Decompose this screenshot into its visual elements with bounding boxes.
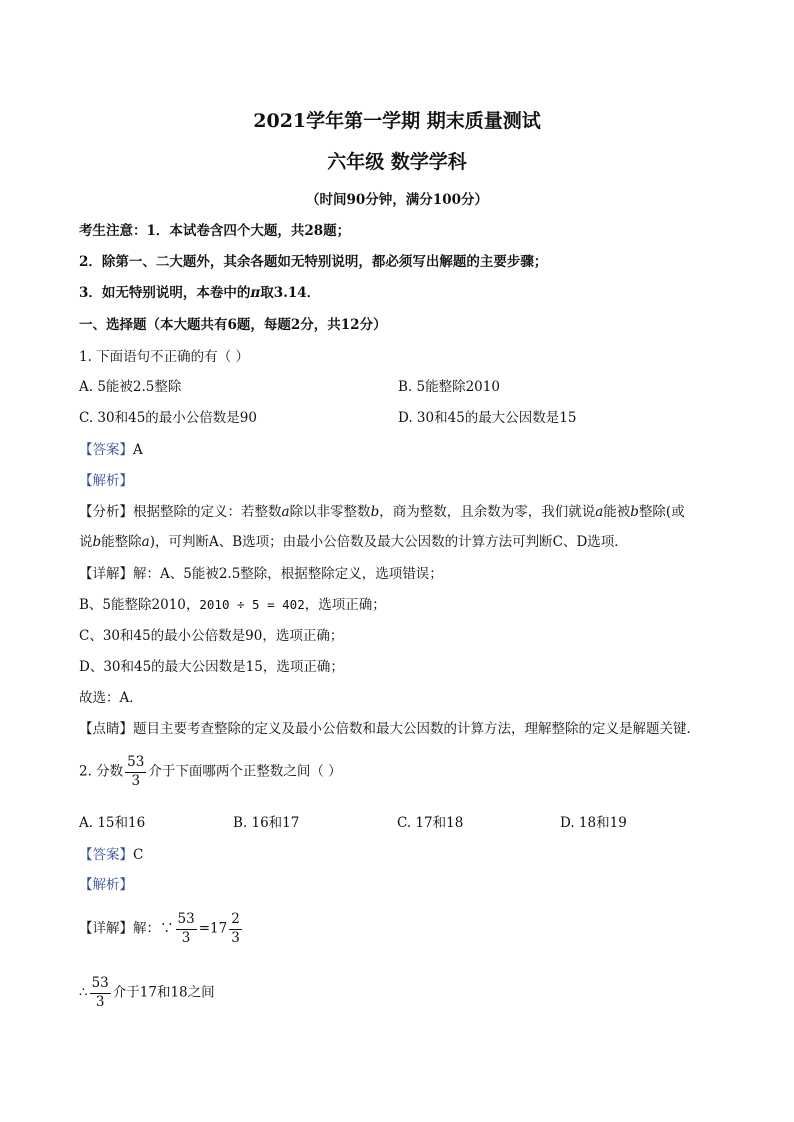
fraction-denominator: 3 [181,929,191,946]
notice-line-3 [79,284,320,302]
q2-concl-fraction [90,977,111,1009]
q2-analysis-tag: 【解析】 [79,877,133,893]
q1-option-c: C. 30和45的最小公倍数是90 [79,410,257,426]
exam-subject: 六年级 数学学科 [327,151,467,173]
q1-dianjing-line [79,720,700,738]
q1-fenxi-text: 说 [79,534,93,550]
notice-line-1 [79,222,350,240]
notice-item-3-pre: 3．如无特别说明，本卷中的 [79,285,251,301]
q2-answer-line [79,846,143,864]
q1-answer-line [79,441,143,459]
q1-fenxi-text: 根据整除的定义：若整数 [133,504,282,520]
q1-option-a: A. 5能被2.5整除 [79,379,182,395]
q1-detail-line-2 [79,596,386,614]
q1-detail-line-3: C、30和45的最小公倍数是90，选项正确； [79,628,344,644]
exam-meta: （时间90分钟，满分100分） [306,192,488,208]
q1-option-d: D. 30和45的最大公因数是15 [398,410,577,426]
exam-title: 2021学年第一学期 期末质量测试 [253,110,541,132]
fraction-denominator: 3 [95,993,105,1010]
fraction-numerator: 2 [229,913,242,930]
pi-symbol: π [250,285,261,301]
q2-stem-pre: 2. 分数 [79,763,124,780]
q1-equation: 2010 ÷ 5 = 402 [199,597,305,612]
q1-detail-text: B、5能整除2010， [79,597,200,613]
q2-conclusion-line [79,977,215,1009]
q2-stem [79,756,342,788]
fraction-numerator: 53 [176,913,197,930]
section-1-heading: 一、选择题（本大题共有6题，每题2分，共12分） [79,317,387,333]
fraction-numerator: 53 [125,756,146,773]
fraction-denominator: 3 [231,929,240,946]
q2-detail-pre: 解：∵ [133,920,174,937]
q1-fenxi-tag: 【分析】 [79,504,133,520]
notice-label: 考生注意： [79,223,147,239]
q1-detail-text: ，选项正确； [304,597,386,613]
q1-answer: A [133,442,143,458]
var-a: a [141,534,150,550]
q2-stem-post: 介于下面哪两个正整数之间（ ） [148,763,342,780]
therefore-symbol: ∴ [79,984,88,1001]
q2-option-b: B. 16和17 [233,815,300,831]
q1-stem: 1. 下面语句不正确的有（ ） [79,349,249,365]
q1-answer-tag: 【答案】 [79,442,133,458]
q2-mixed-fraction [229,913,242,945]
notice-item-2: 2．除第一、二大题外，其余各题如无特别说明，都必须写出解题的主要步骤； [79,254,548,270]
q2-answer: C [133,847,144,863]
q1-option-b: B. 5能整除2010 [398,379,500,395]
q1-dianjing-tag: 【点睛】 [79,721,133,737]
q1-fenxi-text: ，商为整数，且余数为零，我们就说 [379,504,596,520]
mixed-whole: 17 [210,920,228,937]
q1-fenxi-text: 能整除 [101,534,142,550]
q2-answer-tag: 【答案】 [79,847,133,863]
q1-detail-line-4: D、30和45的最大公因数是15，选项正确； [79,659,344,675]
var-a: a [281,504,290,520]
var-b: b [370,504,380,520]
equals-sign: = [198,920,210,937]
q1-fenxi-line-2 [79,533,628,551]
q2-fraction [125,756,146,788]
var-b: b [630,504,639,520]
q1-fenxi-text: 整除(或 [638,504,685,520]
notice-item-1: 1．本试卷含四个大题，共28题； [146,223,351,239]
q2-detail-line [79,913,244,945]
notice-item-3-post: 取3.14． [260,285,321,301]
q1-fenxi-text: 除以非零整数 [289,504,371,520]
q2-eq-fraction [176,913,197,945]
q1-detail-line-5: 故选：A． [79,690,143,706]
var-b: b [92,534,102,550]
q1-detail-text: 解：A、5能被2.5整除，根据整除定义，选项错误； [133,566,443,582]
fraction-denominator: 3 [131,772,141,789]
q2-conclusion-text: 介于17和18之间 [112,984,215,1001]
q1-detail-tag: 【详解】 [79,566,133,582]
q1-analysis-tag: 【解析】 [79,473,133,489]
var-a: a [595,504,604,520]
q1-fenxi-text: 能被 [603,504,631,520]
q2-option-a: A. 15和16 [79,815,146,831]
q1-fenxi-text: )，可判断A、B选项；由最小公倍数及最大公因数的计算方法可判断C、D选项． [149,534,628,550]
q2-option-d: D. 18和19 [560,815,627,831]
q1-fenxi-line-1 [79,503,685,521]
q2-detail-tag: 【详解】 [79,920,133,937]
q1-detail-line-1 [79,565,443,583]
fraction-numerator: 53 [90,977,111,994]
q1-dianjing-text: 题目主要考查整除的定义及最小公倍数和最大公因数的计算方法，理解整除的定义是解题关键． [133,721,700,737]
q2-option-c: C. 17和18 [397,815,464,831]
